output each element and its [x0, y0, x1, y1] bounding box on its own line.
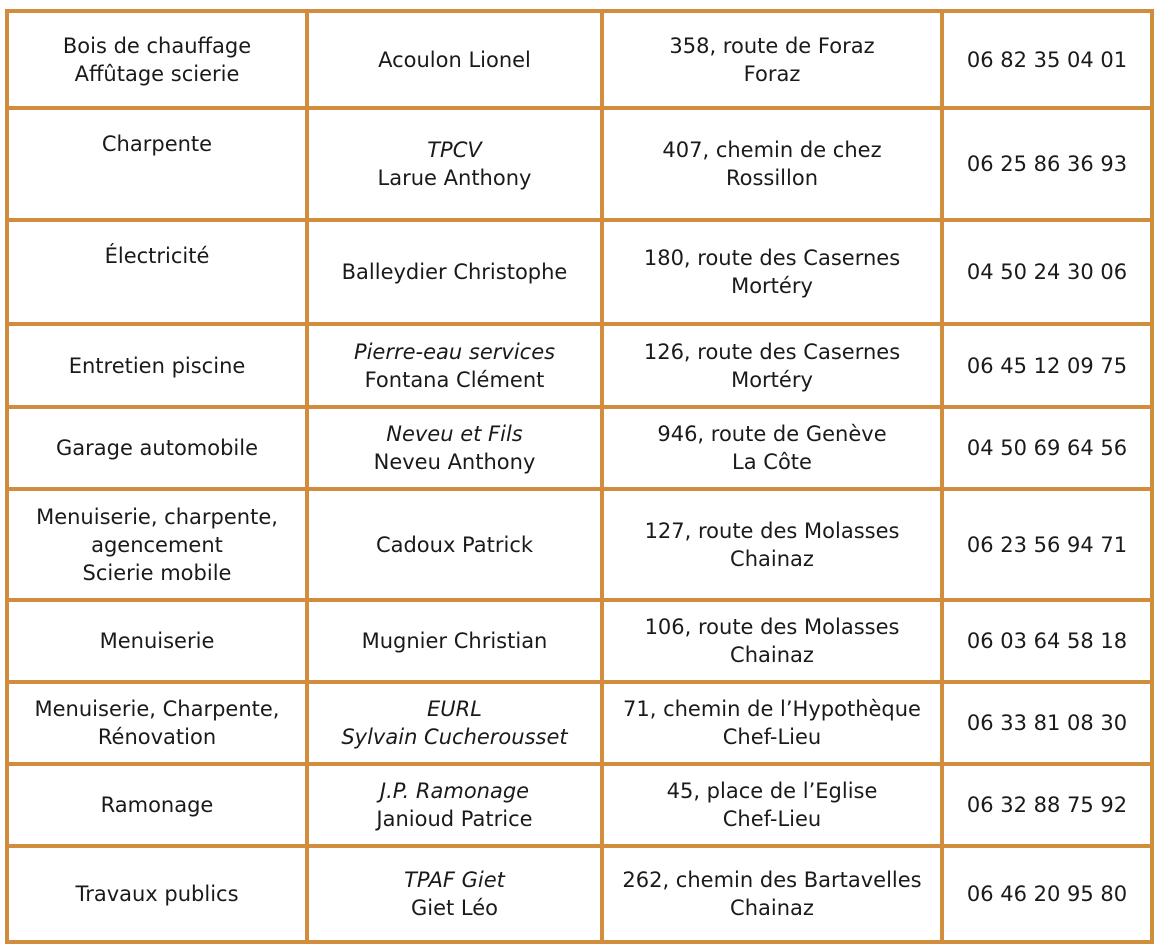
- activity-cell: Entretien piscine: [7, 324, 307, 407]
- locality: Mortéry: [731, 274, 813, 298]
- street-address: 127, route des Molasses: [644, 518, 900, 543]
- locality: Chainaz: [730, 546, 814, 571]
- contact-cell: [307, 11, 602, 108]
- activity-cell: Menuiserie, Charpente, Rénovation: [7, 682, 307, 764]
- contact-cell: [307, 108, 602, 220]
- address-cell: [602, 764, 942, 846]
- contact-cell: [307, 682, 602, 764]
- phone-cell: [942, 764, 1152, 846]
- phone-cell: [942, 489, 1152, 600]
- activity-cell: Menuiserie: [7, 600, 307, 682]
- table-row: [7, 407, 1152, 489]
- street-address: 946, route de Genève: [657, 422, 887, 446]
- address-cell: [602, 11, 942, 108]
- contact-cell: [307, 764, 602, 846]
- contact-cell: [307, 489, 602, 600]
- locality: Chainaz: [730, 643, 814, 667]
- street-address: 180, route des Casernes: [643, 246, 901, 270]
- phone-cell: [942, 407, 1152, 489]
- locality: La Côte: [732, 450, 812, 474]
- address-cell: [602, 324, 942, 407]
- phone-cell: [942, 324, 1152, 407]
- phone-number: 04 50 24 30 06: [966, 260, 1128, 284]
- activity-cell: Ramonage: [7, 764, 307, 846]
- company-name: EURL: [427, 697, 482, 721]
- table-row: [7, 682, 1152, 764]
- contact-name: Acoulon Lionel: [378, 47, 531, 72]
- artisans-table: [5, 9, 1154, 944]
- contact-name: Fontana Clément: [364, 367, 545, 392]
- contact-name: Larue Anthony: [377, 166, 532, 190]
- phone-number: 06 25 86 36 93: [966, 152, 1128, 176]
- company-name: J.P. Ramonage: [379, 779, 530, 803]
- contact-name: Janioud Patrice: [376, 807, 533, 831]
- address-cell: [602, 682, 942, 764]
- phone-number: 06 46 20 95 80: [966, 882, 1128, 906]
- phone-number: 06 33 81 08 30: [966, 711, 1128, 735]
- contact-cell: [307, 220, 602, 324]
- contact-name: Sylvain Cucherousset: [341, 725, 568, 749]
- phone-number: 04 50 69 64 56: [966, 436, 1128, 460]
- phone-cell: [942, 682, 1152, 764]
- activity-cell: Charpente: [7, 108, 307, 220]
- company-name: TPAF Giet: [404, 868, 505, 892]
- table-row: [7, 600, 1152, 682]
- locality: Chef-Lieu: [722, 725, 822, 749]
- phone-number: 06 82 35 04 01: [966, 47, 1128, 72]
- table-row: [7, 108, 1152, 220]
- phone-cell: [942, 220, 1152, 324]
- address-cell: [602, 108, 942, 220]
- street-address: 126, route des Casernes: [643, 339, 901, 364]
- address-cell: [602, 220, 942, 324]
- table-row: [7, 324, 1152, 407]
- address-cell: [602, 846, 942, 942]
- locality: Mortéry: [731, 367, 813, 392]
- locality: Rossillon: [725, 166, 819, 190]
- table-row: [7, 764, 1152, 846]
- activity-cell: Menuiserie, charpente, agencement Scierie mobile: [7, 489, 307, 600]
- phone-number: 06 45 12 09 75: [966, 353, 1128, 378]
- table-row: [7, 220, 1152, 324]
- locality: Chef-Lieu: [722, 807, 822, 831]
- phone-cell: [942, 846, 1152, 942]
- artisans-directory: [5, 9, 1154, 944]
- phone-number: 06 32 88 75 92: [966, 793, 1128, 817]
- phone-cell: [942, 11, 1152, 108]
- phone-cell: [942, 108, 1152, 220]
- table-row: [7, 489, 1152, 600]
- street-address: 407, chemin de chez: [662, 138, 882, 162]
- table-row: [7, 846, 1152, 942]
- street-address: 71, chemin de l’Hypothèque: [623, 697, 921, 721]
- contact-name: Neveu Anthony: [373, 450, 536, 474]
- street-address: 45, place de l’Eglise: [666, 779, 878, 803]
- contact-cell: [307, 600, 602, 682]
- activity-cell: Électricité: [7, 220, 307, 324]
- phone-number: 06 03 64 58 18: [966, 629, 1128, 653]
- locality: Chainaz: [730, 896, 814, 920]
- activity-cell: Garage automobile: [7, 407, 307, 489]
- phone-cell: [942, 600, 1152, 682]
- company-name: Pierre-eau services: [353, 339, 556, 364]
- company-name: TPCV: [427, 138, 482, 162]
- activity-cell: Bois de chauffage Affûtage scierie: [7, 11, 307, 108]
- activity-cell: Travaux publics: [7, 846, 307, 942]
- address-cell: [602, 407, 942, 489]
- table-row: [7, 11, 1152, 108]
- contact-name: Mugnier Christian: [361, 629, 548, 653]
- street-address: 106, route des Molasses: [644, 615, 900, 639]
- company-name: Neveu et Fils: [386, 422, 523, 446]
- locality: Foraz: [743, 61, 801, 86]
- contact-name: Cadoux Patrick: [375, 532, 534, 557]
- street-address: 262, chemin des Bartavelles: [622, 868, 922, 892]
- contact-name: Giet Léo: [410, 896, 499, 920]
- contact-cell: [307, 846, 602, 942]
- address-cell: [602, 489, 942, 600]
- contact-cell: [307, 407, 602, 489]
- street-address: 358, route de Foraz: [669, 33, 875, 58]
- contact-cell: [307, 324, 602, 407]
- phone-number: 06 23 56 94 71: [966, 532, 1128, 557]
- contact-name: Balleydier Christophe: [341, 260, 568, 284]
- address-cell: [602, 600, 942, 682]
